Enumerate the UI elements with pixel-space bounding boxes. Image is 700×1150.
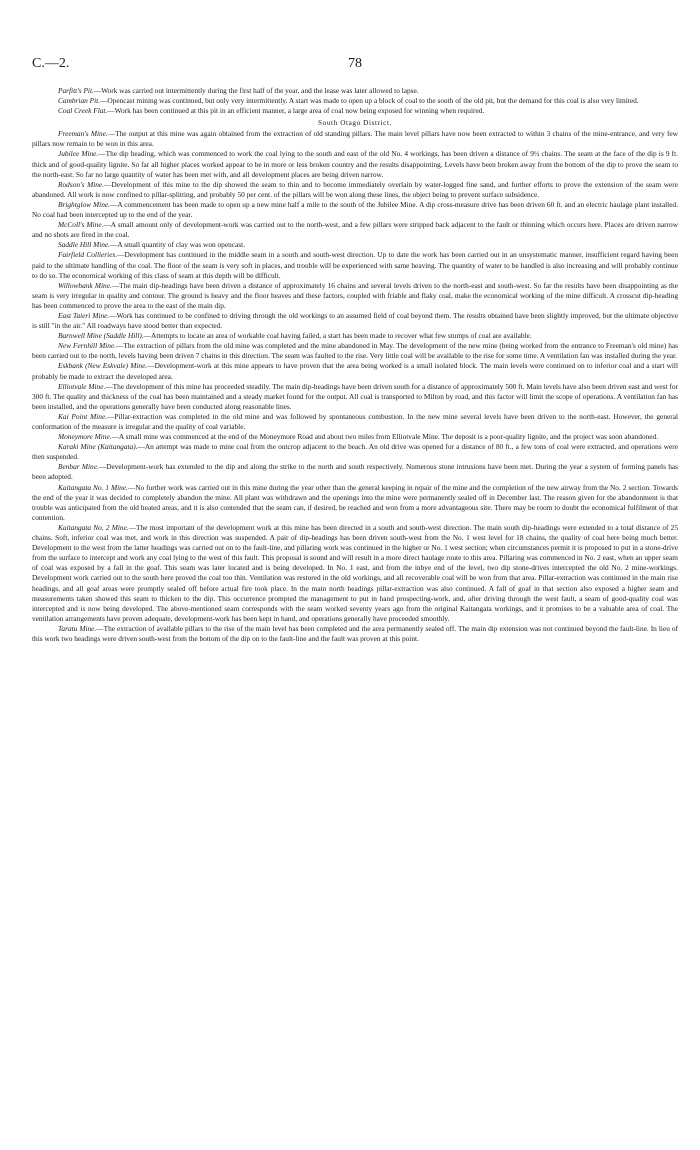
paragraph-text: —A small quantity of clay was won opencast. [110,240,246,250]
paragraph-text: —Work has continued to be confined to driving through the old workings to an assumed field of coal beyond them. The results obtained have been slightly improved, but the ultimate objective is still "in the air." All roadways have stood better than expected. [32,310,678,331]
paragraph [32,624,678,644]
paragraph [32,180,678,200]
paragraph-title: Parfitt's Pit. [58,86,94,95]
paragraph-text: —Development-work has extended to the dip and along the strike to the north and south respectively. Numerous stone intrusions have been met. During the year a system of forming panels has been adopted. [32,462,679,482]
paragraph [32,311,678,331]
paragraph [32,331,678,341]
paragraph-title: Brightglow Mine. [58,199,110,209]
paragraph [32,382,678,412]
section-heading: South Otago District. [318,119,392,128]
paragraph-text: —Development-work at this mine appears to have proven that the area being worked is a small isolated block. The main levels were continued on to inferior coal and a start will probably be made to extract the developed area. [32,361,679,381]
paragraph-text: —The main dip-headings have been driven a distance of approximately 16 chains and several levels driven to the north-east and south-west. So far the results have been disappointing as the seam is very irregular in quality and contour. The ground is heavy and the floor heaves and these factors, coupled with friable and flaky coal, make the economical working of the mine difficult. A crosscut dip-heading has been commenced to prove the area to the east of the main dip. [32,280,678,310]
paragraph-title: Kaitangata No. 1 Mine. [58,482,128,492]
paragraph-text: —Attempts to locate an area of workable coal having failed, a start has been made to recover what few stumps of coal are available. [143,331,532,341]
paragraph-text: —No further work was carried out in this mine during the year other than the general keeping in repair of the mine and the completion of the new airway from the No. 2 section. Towards the end of the year it was decided to completely abandon the mine. All plant was withdrawn and the openings into the mine were permanently sealed off in December last. The reason given for the abandonment is that trouble was anticipated from the old heated areas, and it is also contended that the seam can, if desired, be reached and won from a more advantageous site. There may be room to doubt the economical fulfilment of that contention. [32,482,679,522]
paragraph [32,129,678,149]
paragraph [32,281,678,311]
paragraph-title: East Taieri Mine. [58,310,110,320]
paragraph-text: —Opencast mining was continued, but only very intermittently. A start was made to open up a block of coal to the south of the old pit, but the demand for this coal is also very limited. [100,96,639,106]
paragraph [32,361,678,381]
paragraph [32,86,678,96]
paragraph-text: —Pillar-extraction was completed in the old mine and was followed by spontaneous combustion. In the new mine several levels have been driven to the north-east. However, the general conformation of the measure is irregular and the quality of coal variable. [32,411,678,431]
paragraph-text: —A small amount only of development-work was carried out to the north-west, and a few pillars were stripped back adjacent to the fault or thinning which occurs here. Places are driven narrow and no shots are fired in the coal. [32,220,678,240]
paragraph [32,483,678,523]
paragraph-title: Rodson's Mine. [58,179,105,189]
paragraph-text: —Development has continued in the middle seam in a south and south-west direction. Up to date the work has been carried out in an unsystematic manner, insufficient regard having been paid to the ultimate handling of the coal. The floor of the seam is very soft in places, and trouble will be experienced with same heaving. The quantity of water to be handled is also increasing and will probably continue to do so. The economical working of this class of seam at this depth will be difficult. [32,250,678,280]
paragraph-title: Coal Creek Flat. [58,106,108,116]
paragraph-title: Fairfield Collieries. [58,250,118,260]
paragraph-text: —An attempt was made to mine coal from the outcrop adjacent to the beach. An old drive was opened for a distance of 80 ft., a few tons of coal were extracted, and operations were then suspended. [32,442,678,462]
paragraph-title: Kaitangata No. 2 Mine. [58,522,129,532]
paragraph [32,341,678,361]
paragraph-title: Kai Point Mine. [58,411,108,421]
document-reference: C.—2. [32,56,70,71]
paragraph [32,432,678,442]
paragraph-title: New Fernhill Mine. [58,341,117,351]
paragraph [32,220,678,240]
paragraph-text: —Development of this mine to the dip showed the seam to thin and to become immediately overlain by water-logged fine sand, and further efforts to prove the extension of the seam were abandoned. All work is now confined to pillar-splitting, and probably 50 per cent. of the pillars will be won along these lines, the object being to prevent surface subsidence. [32,179,678,199]
paragraph-title: Elliotvale Mine. [58,381,106,391]
paragraph [32,149,678,179]
paragraph-text: —The dip heading, which was commenced to work the coal lying to the south and east of the old No. 4 workings, has been driven a distance of 9½ chains. The seam at the face of the dip is 9 ft. thick and of good-quality lignite. So far all higher places worked appear to be in more or less broken country and the results disappointing. Levels have been broken away from the bottom of the dip to prove the seam to the north-east. So far no large quantity of water has been met with, and all development places are being driven narrow. [32,149,678,179]
paragraph [32,412,678,432]
paragraph-text: —The development of this mine has proceeded steadily. The main dip-headings have been driven south for a distance of approximately 500 ft. Main levels have also been driven east and west for 300 ft. The quality and thickness of the coal has been maintained and a steady market found for the output. All coal is transported to Milton by road, and this factor will limit the scope of operations. A ventilation fan has been installed, and the operations generally have been conducted along reasonable lines. [32,381,678,411]
paragraph-title: Taratu Mine. [58,623,97,633]
paragraph-text: —A commencement has been made to open up a new mine half a mile to the south of the Jubilee Mine. A dip cross-measure drive has been driven 60 ft. and an electric haulage plant installed. No coal had been intercepted up to the end of the year. [32,199,678,220]
paragraph-title: Jubilee Mine. [58,149,99,159]
paragraph [32,250,678,280]
paragraph-title: Eskbank (New Eskvale) Mine. [58,361,148,371]
paragraph-text: —The most important of the development work at this mine has been directed in a south and south-west direction. The main south dip-headings were extended to a total distance of 25 chains. Soft, inferior coal was met, and work in this direction was suspended. A pair of dip-headings has been driven south-west from the No. 1 west level for 18 chains, the quality of coal here being much better. Development to the west from the latter headings was carried out on to the fault-line, and pillaring work was continued in the higher or No. 1 west section; when circumstances permit it is proposed to put in a stone-drive from the surface to intercept and work any coal lying to the west of this fault. This proposal is sound and will result in a more direct haulage route to this area. Pillaring was commenced in No. 2 east, when an upper seam of coal was exposed by a fall in the goaf. This seam was later located and is being developed. In No. 1 east, and from the inbye end of the level, two dip stone-drives intercepted the old No. 2 mine-workings. Development work carried out to the south here proved the coal too thin. Ventilation was restored in the old workings, and all recoverable coal will be won from that area. Pillar-extraction was continued in the main rise headings, and all goaf areas were promptly sealed off before actual fire took place. In the main north headings pillar-extraction was also continued. A fall of goaf in that section also exposed a higher seam and measurements taken showed this seam to thicken to the dip. This occurrence prompted the management to put in hand prospecting-work, and, after driving through the west fault, a seam of good-quality coal was intercepted and is now being developed. The above-mentioned seam corresponds with the seam worked seventy years ago from the original Kaitangata workings, and it promises to be a valuable area of coal. The ventilation arrangements have proven adequate, development-work has been kept in hand, and operations generally have proceeded smoothly. [32,522,678,623]
paragraph-title: Freeman's Mine. [58,129,108,139]
paragraph-text: —Work has been continued at this pit in an efficient manner, a large area of coal now being exposed for winning when required. [107,106,485,116]
paragraph [32,462,678,482]
paragraph [32,240,678,250]
paragraph [32,523,678,624]
paragraph [32,106,678,116]
paragraph-title: Benbar Mine. [58,462,99,472]
document-body [32,86,678,644]
paragraph-text: —A small mine was commenced at the end of the Moneymore Road and about two miles from Elliotvale Mine. The deposit is a poor-quality lignite, and the project was soon abandoned. [111,432,659,442]
paragraph-text: —Work was carried out intermittently during the first half of the year, and the lease was later allowed to lapse. [93,86,419,95]
page-number: 78 [348,56,362,71]
paragraph-title: Saddle Hill Mine. [58,240,111,250]
paragraph-text: —The extraction of pillars from the old mine was completed and the mine abandoned in May. The development of the new mine (being worked from the entrance to Freeman's old mine) has been carried out to the north, levels having been driven 7 chains in this direction. The seam was faulted to the rise. Very little coal will be available to the rise for some time. A ventilation fan was installed during the year. [32,341,678,361]
paragraph-title: McColl's Mine. [58,220,104,230]
page-header [32,56,678,76]
paragraph-title: Moneymore Mine. [58,432,112,442]
paragraph-title: Willowbank Mine. [58,280,112,290]
paragraph-title: Karaki Mine (Kaitangata). [58,442,138,452]
paragraph-title: Barnwell Mine (Saddle Hill). [58,331,144,341]
paragraph-title: Cambrian Pit. [58,96,101,106]
paragraph [32,96,678,106]
paragraph-text: —The extraction of available pillars to the rise of the main level has been completed and the area permanently sealed off. The main dip extension was not continued beyond the fault-line. In lieu of this work two headings were driven south-west from the bottom of the dip on to the fault-line and the fault was proven at this point. [32,623,678,643]
paragraph-text: —The output at this mine was again obtained from the extraction of old standing pillars. The main level pillars have now been extracted to within 3 chains of the mine-entrance, and very few pillars now remain to be won in this area. [32,129,678,149]
paragraph [32,200,678,220]
paragraph [32,442,678,462]
